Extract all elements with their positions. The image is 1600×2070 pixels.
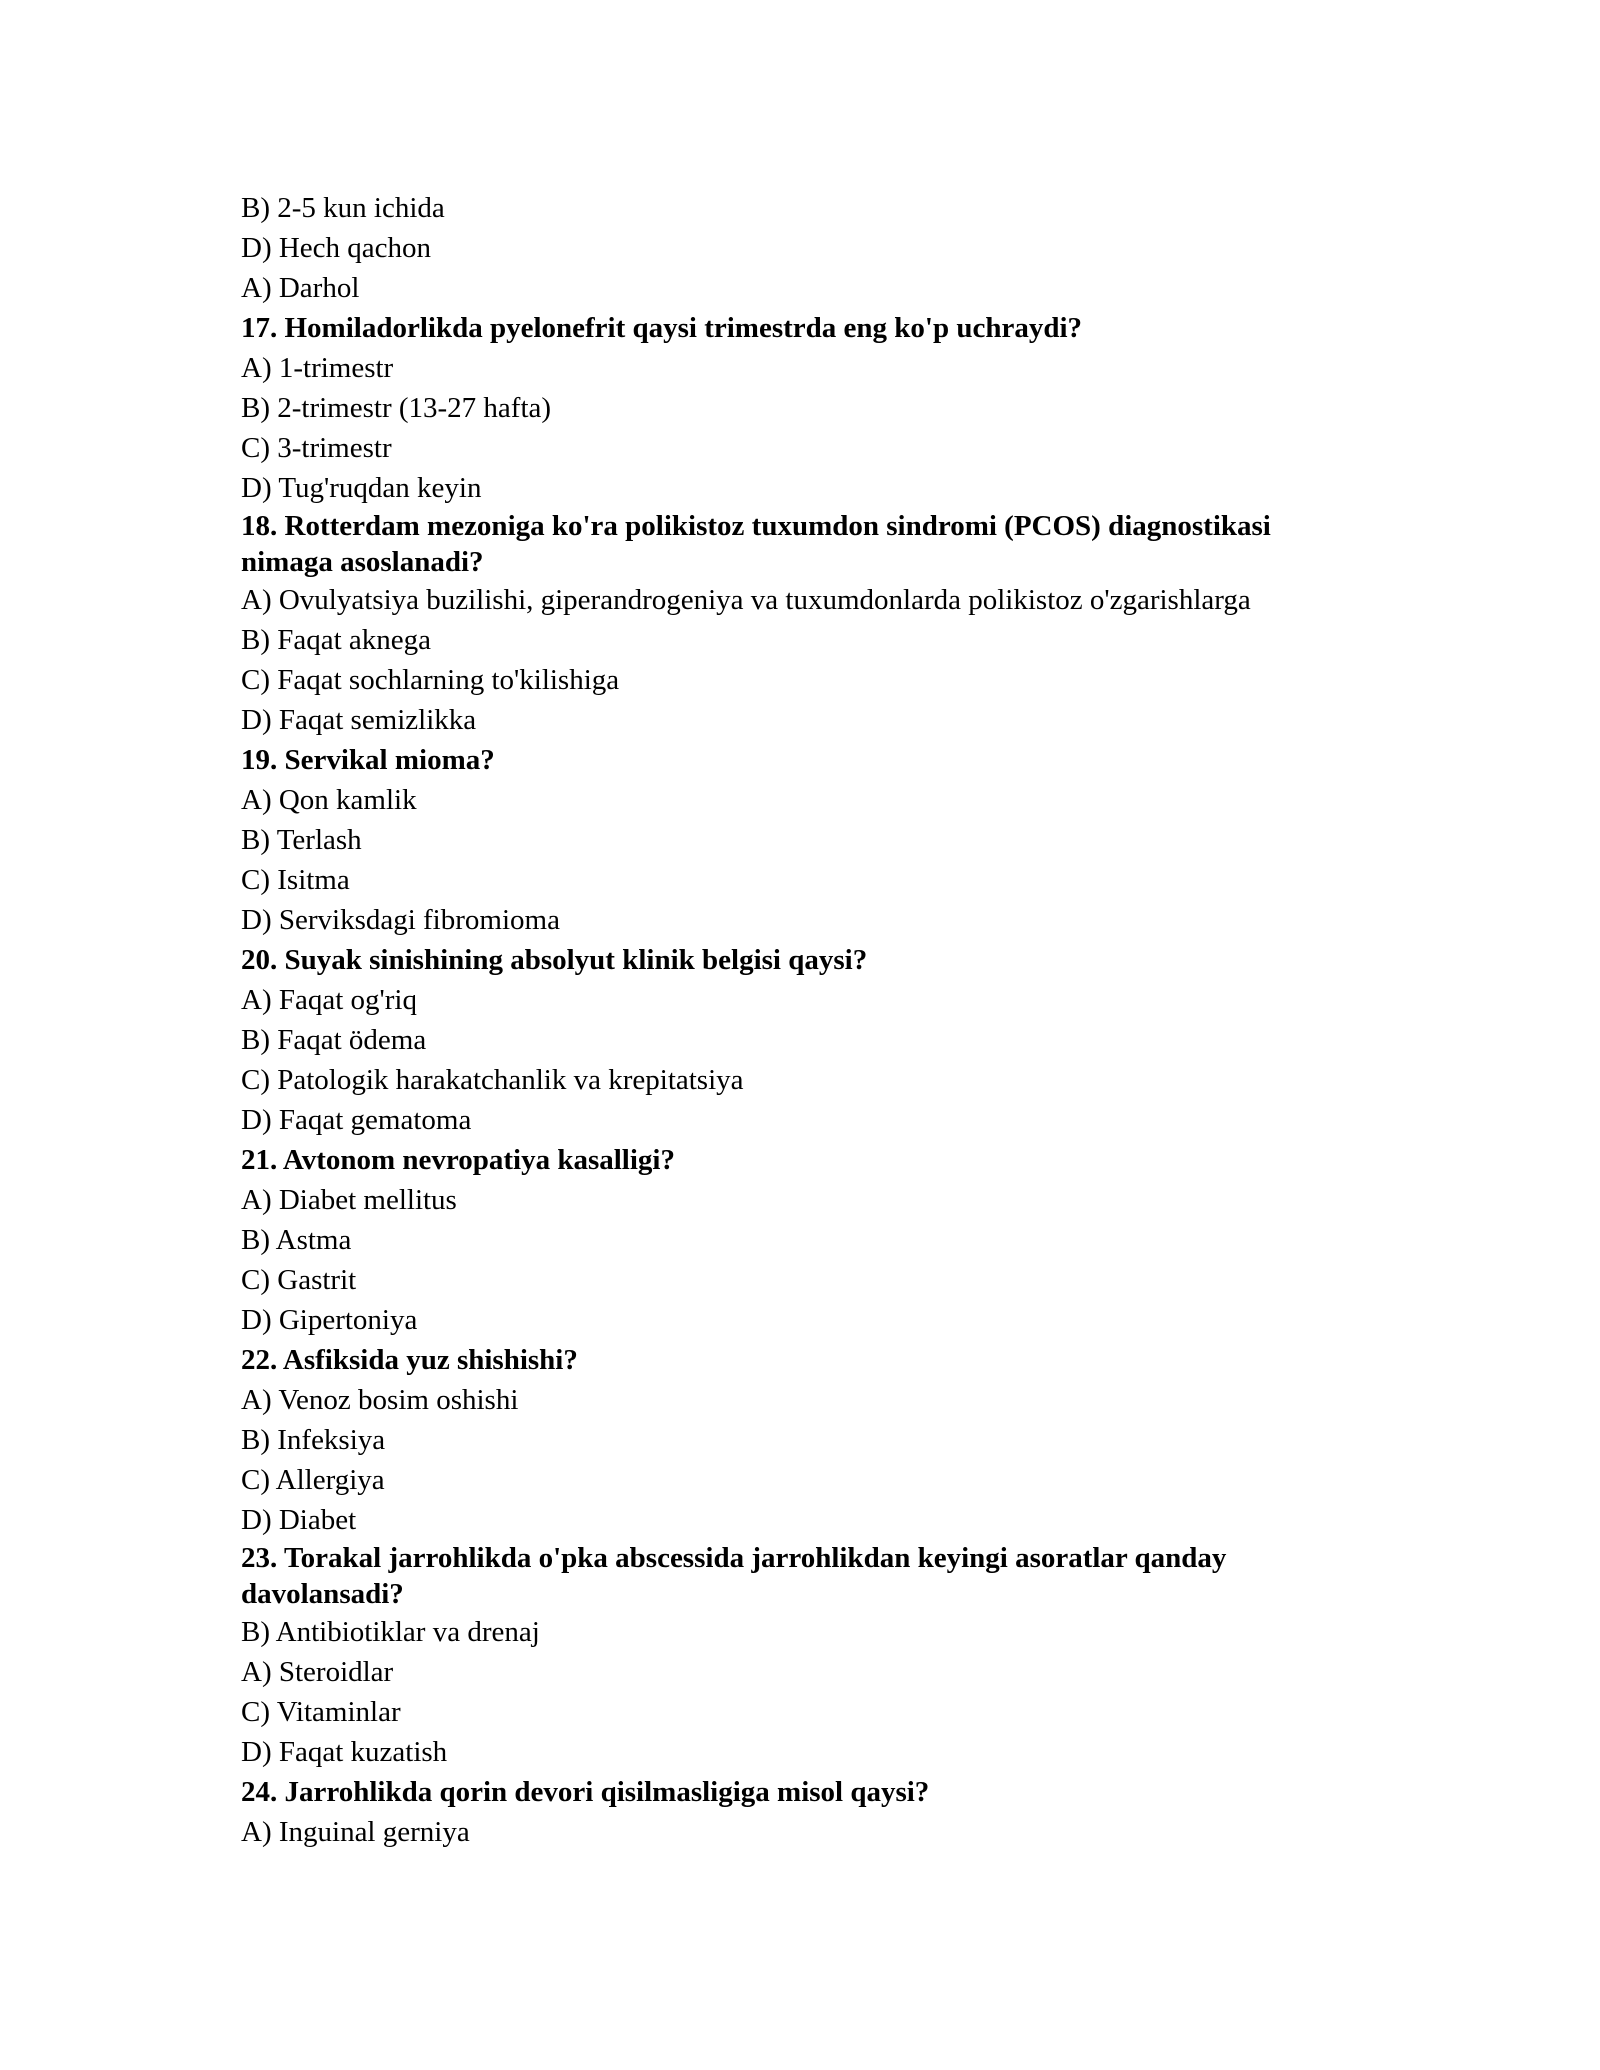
option-line: C) Patologik harakatchanlik va krepitatsiya	[241, 1064, 744, 1096]
option-line: A) Faqat og'riq	[241, 984, 417, 1016]
option-line: C) 3-trimestr	[241, 432, 392, 464]
option-line: B) 2-5 kun ichida	[241, 192, 445, 224]
question-block-21	[241, 1140, 1361, 1340]
option-line: B) Faqat ödema	[241, 1024, 427, 1056]
question-title: 17. Homiladorlikda pyelonefrit qaysi trimestrda eng ko'p uchraydi?	[241, 312, 1083, 344]
option-line: C) Faqat sochlarning to'kilishiga	[241, 664, 620, 696]
option-line: A) Qon kamlik	[241, 784, 417, 816]
option-line: D) Gipertoniya	[241, 1304, 418, 1336]
document-page	[241, 188, 1361, 1852]
option-line: B) Faqat aknega	[241, 624, 432, 656]
option-line: C) Allergiya	[241, 1464, 385, 1496]
question-block-23	[241, 1540, 1361, 1772]
option-line: B) Antibiotiklar va drenaj	[241, 1616, 540, 1648]
option-line: C) Isitma	[241, 864, 350, 896]
option-line: D) Tug'ruqdan keyin	[241, 472, 482, 504]
option-line: D) Hech qachon	[241, 232, 432, 264]
question-block-18	[241, 508, 1361, 740]
question-block-19	[241, 740, 1361, 940]
option-line: B) Infeksiya	[241, 1424, 386, 1456]
option-line: B) Terlash	[241, 824, 362, 856]
question-title: 23. Torakal jarrohlikda o'pka abscessida jarrohlikdan keyingi asoratlar qanday davolansadi?	[241, 1542, 1227, 1610]
option-line: A) Darhol	[241, 272, 360, 304]
option-line: A) Venoz bosim oshishi	[241, 1384, 519, 1416]
question-block-22	[241, 1340, 1361, 1540]
option-line: A) Steroidlar	[241, 1656, 394, 1688]
question-title: 20. Suyak sinishining absolyut klinik belgisi qaysi?	[241, 944, 868, 976]
option-line: D) Serviksdagi fibromioma	[241, 904, 560, 936]
option-line: D) Faqat kuzatish	[241, 1736, 448, 1768]
option-line: D) Diabet	[241, 1504, 357, 1536]
option-line: B) 2-trimestr (13-27 hafta)	[241, 392, 552, 424]
option-line: B) Astma	[241, 1224, 352, 1256]
question-title: 22. Asfiksida yuz shishishi?	[241, 1344, 578, 1376]
option-line: A) Inguinal gerniya	[241, 1816, 470, 1848]
question-title: 19. Servikal mioma?	[241, 744, 495, 776]
option-line: A) Ovulyatsiya buzilishi, giperandrogeniya va tuxumdonlarda polikistoz o'zgarishlarga	[241, 584, 1251, 616]
question-block-20	[241, 940, 1361, 1140]
option-line: A) Diabet mellitus	[241, 1184, 457, 1216]
option-line: A) 1-trimestr	[241, 352, 394, 384]
question-title: 18. Rotterdam mezoniga ko'ra polikistoz tuxumdon sindromi (PCOS) diagnostikasi nimaga asoslanadi?	[241, 510, 1271, 578]
option-line: D) Faqat gematoma	[241, 1104, 472, 1136]
question-block-17	[241, 308, 1361, 508]
question-block-24	[241, 1772, 1361, 1852]
option-line: D) Faqat semizlikka	[241, 704, 477, 736]
question-title: 24. Jarrohlikda qorin devori qisilmasligiga misol qaysi?	[241, 1776, 930, 1808]
option-line: C) Gastrit	[241, 1264, 357, 1296]
option-line: C) Vitaminlar	[241, 1696, 401, 1728]
question-title: 21. Avtonom nevropatiya kasalligi?	[241, 1144, 675, 1176]
